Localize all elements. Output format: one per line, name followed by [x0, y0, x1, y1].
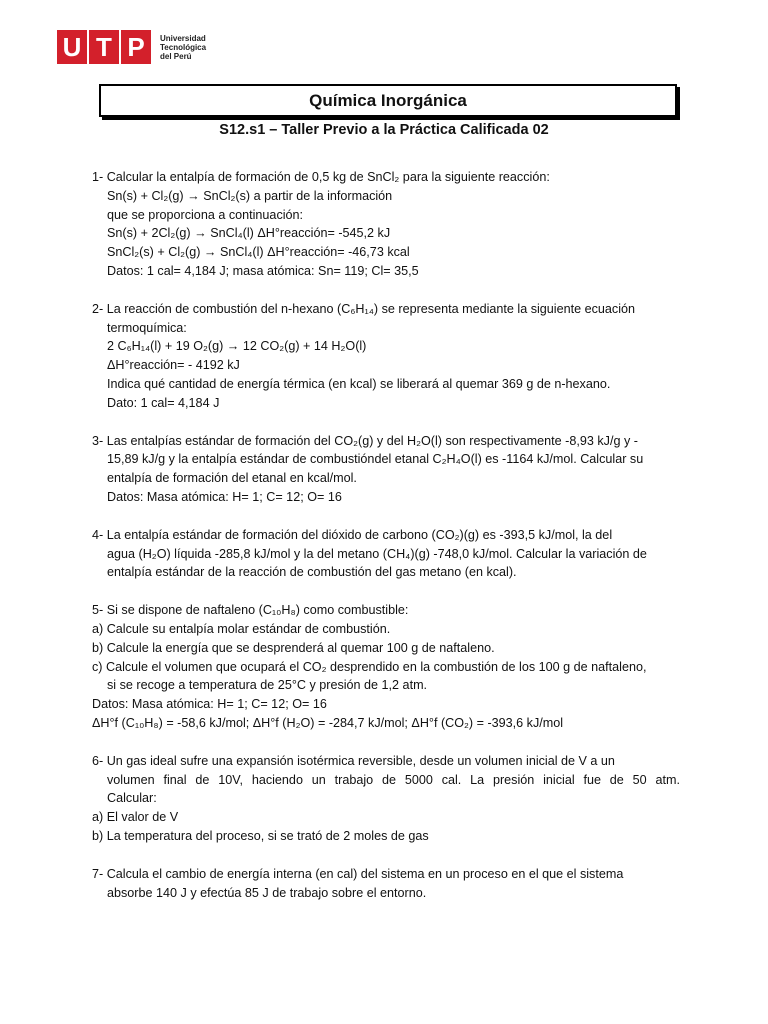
utp-logo [57, 30, 206, 64]
problem-line: 6- Un gas ideal sufre una expansión isotérmica reversible, desde un volumen inicial de V a un [92, 753, 615, 768]
problem-line: b) Calcule la energía que se desprenderá al quemar 100 g de naftaleno. [92, 640, 495, 655]
problem-line: 7- Calcula el cambio de energía interna (en cal) del sistema en un proceso en el que el sistema [92, 866, 624, 881]
problem-line: Datos: 1 cal= 4,184 J; masa atómica: Sn= 119; Cl= 35,5 [107, 263, 419, 278]
problem-line: a) Calcule su entalpía molar estándar de combustión. [92, 621, 391, 636]
problem-line: 2 C₆H₁₄(l) + 19 O₂(g) → 12 CO₂(g) + 14 H₂O(l) [107, 339, 367, 354]
problem-line: c) Calcule el volumen que ocupará el CO₂ desprendido en la combustión de los 100 g de naftaleno, [92, 659, 647, 674]
problem-line: volumen final de 10V, haciendo un trabajo de 5000 cal. La presión inicial fue de 50 atm. [107, 772, 680, 787]
problem-3 [92, 432, 680, 507]
problem-6 [92, 752, 680, 846]
problem-line: ΔH°reacción= - 4192 kJ [107, 358, 240, 373]
problem-line: entalpía de formación del etanal en kcal/mol. [107, 471, 357, 486]
problem-line: Datos: Masa atómica: H= 1; C= 12; O= 16 [92, 697, 327, 712]
problem-4 [92, 526, 680, 582]
problem-line: Calcular: [107, 791, 157, 806]
problem-line: Sn(s) + 2Cl₂(g) → SnCl₄(l) ΔH°reacción= -545,2 kJ [107, 226, 391, 241]
problem-5 [92, 601, 680, 733]
problem-line: Datos: Masa atómica: H= 1; C= 12; O= 16 [107, 489, 342, 504]
problem-line: Sn(s) + Cl₂(g) → SnCl₂(s) a partir de la información [107, 188, 393, 203]
problem-line: termoquímica: [107, 320, 187, 335]
problem-line: SnCl₂(s) + Cl₂(g) → SnCl₄(l) ΔH°reacción= -46,73 kcal [107, 245, 410, 260]
problem-7 [92, 865, 680, 903]
problem-line: b) La temperatura del proceso, si se trató de 2 moles de gas [92, 828, 429, 843]
session-subtitle: S12.s1 – Taller Previo a la Práctica Calificada 02 [219, 122, 549, 138]
problem-line: agua (H₂O) líquida -285,8 kJ/mol y la del metano (CH₄)(g) -748,0 kJ/mol. Calcular la variación de [107, 546, 647, 561]
problem-list [92, 168, 680, 902]
problem-line: 3- Las entalpías estándar de formación del CO₂(g) y del H₂O(l) son respectivamente -8,93 kJ/g y - [92, 433, 638, 448]
problem-line: 15,89 kJ/g y la entalpía estándar de combustióndel etanal C₂H₄O(l) es -1164 kJ/mol. Calcular su [107, 452, 644, 467]
course-title: Química Inorgánica [99, 84, 677, 117]
logo-letter-t: T [89, 30, 119, 64]
problem-line: Indica qué cantidad de energía térmica (en kcal) se liberará al quemar 369 g de n-hexano. [107, 376, 611, 391]
problem-line: que se proporciona a continuación: [107, 207, 304, 222]
problem-line: 5- Si se dispone de naftaleno (C₁₀H₈) como combustible: [92, 603, 409, 618]
problem-line: a) El valor de V [92, 810, 179, 825]
logo-university-name: Universidad Tecnológica del Perú [160, 33, 207, 61]
problem-line: si se recoge a temperatura de 25°C y presión de 1,2 atm. [107, 678, 428, 693]
problem-line: Dato: 1 cal= 4,184 J [107, 395, 220, 410]
problem-line: 1- Calcular la entalpía de formación de 0,5 kg de SnCl₂ para la siguiente reacción: [92, 170, 550, 184]
problem-line: entalpía estándar de la reacción de combustión del gas metano (en kcal). [107, 565, 517, 580]
problem-line: absorbe 140 J y efectúa 85 J de trabajo sobre el entorno. [107, 885, 427, 900]
problem-line: 2- La reacción de combustión del n-hexano (C₆H₁₄) se representa mediante la siguiente ecuación [92, 301, 636, 316]
problem-line: 4- La entalpía estándar de formación del dióxido de carbono (CO₂)(g) es -393,5 kJ/mol, la del [92, 527, 613, 542]
problem-line: ΔH°f (C₁₀H₈) = -58,6 kJ/mol; ΔH°f (H₂O) = -284,7 kJ/mol; ΔH°f (CO₂) = -393,6 kJ/mol [92, 715, 564, 730]
problem-2 [92, 300, 680, 413]
logo-letter-p: P [121, 30, 151, 64]
logo-letter-u: U [57, 30, 87, 64]
problem-1 [92, 168, 680, 281]
